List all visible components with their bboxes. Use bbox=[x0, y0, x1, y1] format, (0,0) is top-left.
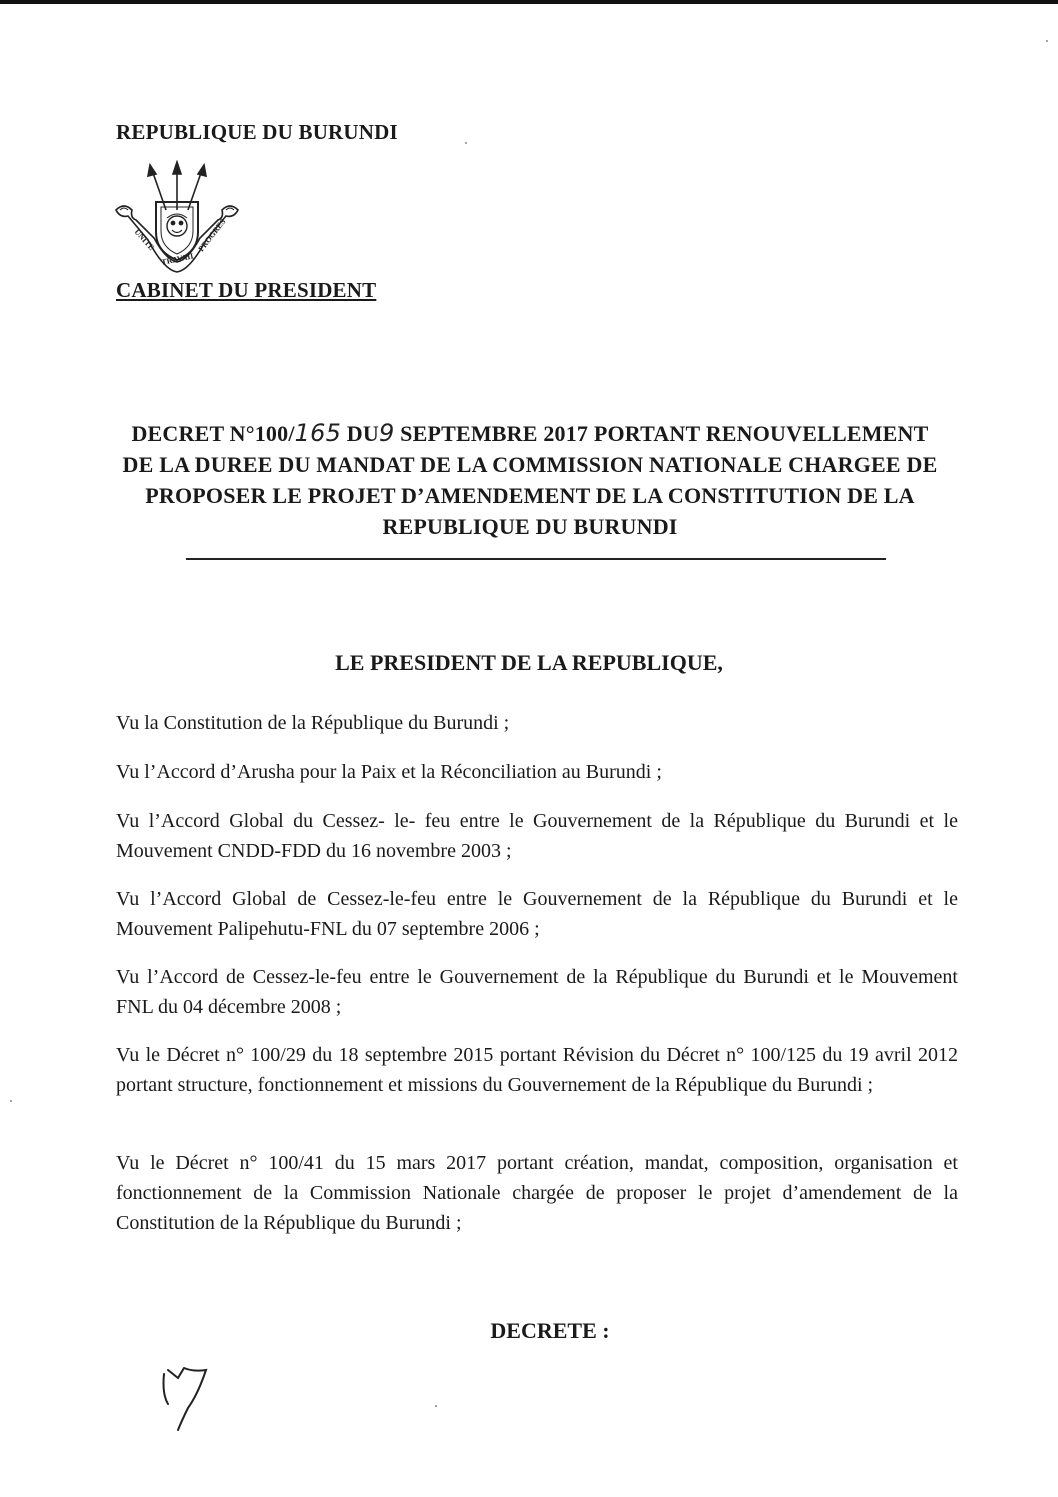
consideration-paragraph: Vu l’Accord d’Arusha pour la Paix et la Réconciliation au Burundi ; bbox=[116, 761, 662, 783]
consideration-paragraph: Vu l’Accord Global de Cessez-le-feu entre le Gouvernement de la République du Burundi et le Mouvement Palipehutu-FNL du 07 septembre 2006 ; bbox=[116, 888, 958, 940]
handwritten-day: 9 bbox=[378, 419, 395, 447]
scan-speck bbox=[465, 142, 467, 144]
title-line-1-rest: SEPTEMBRE 2017 PORTANT RENOUVELLEMENT bbox=[394, 421, 929, 446]
consideration-paragraph: Vu l’Accord Global du Cessez- le- feu entre le Gouvernement de la République du Burundi et le Mouvement CNDD-FDD du 16 novembre 2003 ; bbox=[116, 810, 958, 862]
title-divider bbox=[186, 558, 886, 560]
scan-edge bbox=[0, 0, 1058, 4]
office-header: CABINET DU PRESIDENT bbox=[116, 278, 377, 302]
title-line-1 bbox=[60, 418, 1000, 449]
title-line-3: PROPOSER LE PROJET D’AMENDEMENT DE LA CONSTITUTION DE LA bbox=[145, 483, 915, 508]
consideration-paragraph: Vu le Décret n° 100/29 du 18 septembre 2015 portant Révision du Décret n° 100/125 du 19 avril 2012 portant structure, fonctionnement et missions du Gouvernement de la République du Burundi ; bbox=[116, 1044, 958, 1096]
title-du: DU bbox=[341, 421, 379, 446]
svg-text:TRAVAIL: TRAVAIL bbox=[160, 250, 197, 267]
scan-speck bbox=[10, 1100, 12, 1102]
authority-heading: LE PRESIDENT DE LA REPUBLIQUE, bbox=[335, 650, 723, 675]
title-prefix: DECRET N°100/ bbox=[131, 421, 295, 446]
coat-of-arms-emblem bbox=[110, 160, 244, 278]
svg-text:UNITE: UNITE bbox=[132, 227, 157, 253]
handwritten-decree-number: 165 bbox=[294, 419, 342, 447]
svg-text:PROGRES: PROGRES bbox=[196, 217, 228, 254]
decrete-heading: DECRETE : bbox=[490, 1318, 610, 1343]
consideration-paragraph: Vu le Décret n° 100/41 du 15 mars 2017 portant création, mandat, composition, organisation et fonctionnement de la Commission Nationale chargée de proposer le projet d’amendement de la Constitution de la République du Burundi ; bbox=[116, 1152, 958, 1234]
scan-speck bbox=[1046, 40, 1048, 42]
title-line-2: DE LA DUREE DU MANDAT DE LA COMMISSION NATIONALE CHARGEE DE bbox=[122, 452, 938, 477]
scan-speck bbox=[435, 1405, 437, 1407]
decree-title bbox=[60, 418, 1000, 542]
consideration-paragraph: Vu l’Accord de Cessez-le-feu entre le Gouvernement de la République du Burundi et le Mouvement FNL du 04 décembre 2008 ; bbox=[116, 966, 958, 1018]
consideration-paragraph: Vu la Constitution de la République du Burundi ; bbox=[116, 712, 510, 734]
handwritten-initials-mark bbox=[158, 1364, 218, 1434]
country-header: REPUBLIQUE DU BURUNDI bbox=[116, 120, 398, 144]
title-line-4: REPUBLIQUE DU BURUNDI bbox=[382, 514, 678, 539]
